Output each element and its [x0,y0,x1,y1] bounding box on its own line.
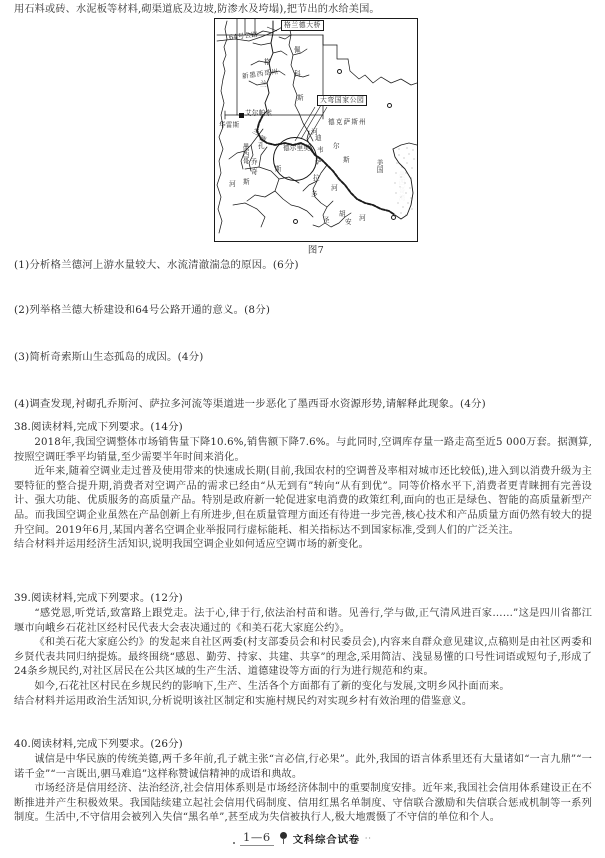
sub-question-4: (4)调查发现,衬砌孔乔斯河、萨拉多河流等渠道进一步恶化了墨西哥水资源形势,请解释此现象。(4分) [14,398,486,410]
map-river-conchos-char-4: 河 [229,180,236,188]
map-label-highway-64: 64号公路 [228,30,259,42]
question-39-paragraph-1: “感党恩,听党话,致富路上跟党走。法于心,律于行,依法治村苗和谐。见善行,学与做,正气清风进百家……”这是四川省都江堰市向峨乡石花社区经村民代表大会表决通过的《和美石花大家庭公约》。 [14,608,592,634]
question-40-paragraph-2: 市场经济是信用经济、法治经济,社会信用体系则是市场经济体制中的重要制度安排。近年来,我国社会信用体系建设正在不断推进并产生积极效果。我国陆续建立起社会信用代码制度、信用红黑名单制度、守信联合激励和失信联合惩戒机制等一系列制度。生活中,不守信用会被列入失信“黑名单”,甚至成为失信被执行人,极大地震慑了不守信的单位和个人。 [14,783,592,824]
map-river-grande-char-4: 德 [257,133,268,145]
map-label-usa: 美国 [375,159,383,174]
map-city-dot [391,215,396,220]
figure-7 [214,18,418,257]
map-river-sanjuan-char-4: 河 [359,214,366,222]
map-capital-marker-el-paso [239,113,244,118]
map-label-mexico-country: 墨西哥 [241,143,249,165]
map-label-el-paso: 艾尔帕索 [245,109,273,117]
map-city-dot [337,69,342,74]
question-38-prompt: 结合材料并运用经济生活知识,说明我国空调企业如何适应空调市场的新变化。 [14,539,369,551]
scan-artifact-dot [233,842,235,844]
map-river-salado-char-4: 河 [331,184,338,192]
question-38 [14,420,592,553]
map-river-salado-char-1: 萨 [315,158,322,166]
map-river-sanjuan-char-2: 胡 [339,210,346,218]
question-38-paragraph-2: 近年来,随着空调业走过普及使用带来的快速成长期(目前,我国农村的空调普及率相对城市还比较低),进入到以消费升级为主要特征的整合提升期,消费者对空调产品的需求已经由“从无到有”转向“从有到优”。同等价格水平下,消费者更青睐拥有完善设计、强大功能、优质服务的高质量产品。特别是政府新一轮促进家电消费的政策红利,面向的也正是绿色、智能的高质量新型产品。而我国空调企业虽然在产品创新上有所进步,但在质量管理方面还有待进一步完善,核心技术和产品质量方面仍然有较大的提升空间。2019年6月,某国内著名空调企业举报同行虚标能耗、相关指标达不到国家标准,受到人们的广泛关注。 [14,466,592,536]
map-river-salado-char-3: 多 [311,190,318,198]
map-river-pecos-char-3: 斯 [297,94,304,102]
map-highlight-circle [273,137,317,181]
question-38-header [14,420,592,435]
map-city-dot [387,103,392,108]
question-39-number: 39. [14,592,31,604]
question-38-number: 38. [14,421,31,433]
question-39-paragraph-2: 《和美石花大家庭公约》的发起来自社区两委(村支部委员会和村民委员会),内容来自群众意见建议,点稿则是由社区两委和乡贤代表共同归纳提炼。最终围绕“感恩、勤劳、持家、共建、共享”的理念,采用简洁、浅显易懂的口号性词语或短句子,形成了24条乡规民约,对社区居民在公共区域的生产生活、道德建设等方面的行为进行规范和约束。 [14,637,592,678]
figure-caption: 图7 [307,245,325,256]
map-label-texas: 德克萨斯州 [328,118,367,126]
question-38-paragraph-1: 2018年,我国空调整体市场销售量下降10.6%,销售额下降7.6%。与此同时,空调库存量一路走高至近5 000万套。据测算,按照空调旺季平均销量,至少需要半年时间来消化。 [14,437,592,463]
map-river-pecos-char-1: 佩 [294,46,301,54]
map-label-juarez: 华雷斯 [219,121,240,129]
question-39-prompt: 结合材料并运用政治生活知识,分析说明该社区制定和实施村规民约对实现乡村有效治理的借鉴意义。 [14,695,473,707]
question-40-head-text: 阅读材料,完成下列要求。(26分) [30,738,183,750]
map-container [214,18,418,242]
map-river-devils-char-4: 斯 [343,156,350,164]
map-label-chisos-char-1: 奇 [251,168,258,176]
map-river-sanjuan-char-1: 圣 [323,216,330,224]
question-38-head-text: 阅读材料,完成下列要求。(14分) [30,421,183,433]
sub-question-1: (1)分析格兰德河上游水量较大、水流清澈湍急的原因。(6分) [14,259,299,271]
balloon-icon [279,832,288,845]
question-39-header [14,591,592,606]
lead-paragraph: 用石料或砖、水泥板等材料,砌渠道底及边坡,防渗水及垮塌),把节出的水给美国。 [14,4,380,15]
footer-paper-title: 文科综合试卷 [292,833,360,846]
map-label-del-rio: 德尔里奥 [283,144,311,152]
map-river-grande-char-1: 格 [264,58,271,66]
bridge-leader [267,27,277,31]
question-40-paragraph-1: 诚信是中华民族的传统美德,两千多年前,孔子就主张“言必信,行必果”。此外,我国的语言体系里还有大量诸如“一言九鼎”“一诺千金”“一言既出,驷马难追”这样称赞诚信精神的成语和典故。 [14,754,592,780]
page-footer [0,830,605,846]
map-label-new-mexico: 新墨西哥州 [241,67,280,81]
map-river-pecos-char-4: 河 [311,128,318,136]
map-river-grande-char-3: 兰 [250,126,261,138]
map-river-sanjuan-char-3: 安 [345,218,352,226]
sub-question-2: (2)列举格兰德大桥建设和64号公路开通的意义。(8分) [14,304,271,316]
page-number: 1—6 [240,830,274,846]
map-river-salado-char-2: 拉 [313,174,320,182]
map-river-conchos-char-1: 孔 [258,142,265,150]
map-river-conchos-char-3: 斯 [243,178,250,186]
question-40-header [14,737,592,752]
question-39-head-text: 阅读材料,完成下列要求。(12分) [30,592,183,604]
map-river-grande-char-2: 兰 [260,80,267,88]
question-40 [14,737,592,826]
map-river-devils-char-2: 韦 [317,146,324,154]
question-40-number: 40. [14,738,31,750]
map-river-conchos-char-2: 乔 [251,158,258,166]
map-label-grande-bridge: 格兰德大桥 [281,20,324,31]
sub-question-3: (3)简析奇索斯山生态孤岛的成因。(4分) [14,351,204,363]
question-39-paragraph-3: 如今,石花社区村民在乡规民约的影响下,生产、生活各个方面都有了新的变化与发展,文明乡风扑面而来。 [34,680,510,692]
map-river-devils-char-1: 迪 [315,134,322,142]
question-39 [14,591,592,709]
map-label-chisos-char-2: 斯 [273,165,281,173]
scan-artifact-dots: ·· [364,833,372,843]
map-river-pecos-char-2: 科 [294,70,301,78]
map-river-devils-char-3: 尔 [333,142,340,150]
map-label-gulf-of-mexico: 墨西哥湾 [397,171,405,203]
map-city-dot [293,219,298,224]
map-label-big-bend-park: 大弯国家公园 [317,95,367,106]
